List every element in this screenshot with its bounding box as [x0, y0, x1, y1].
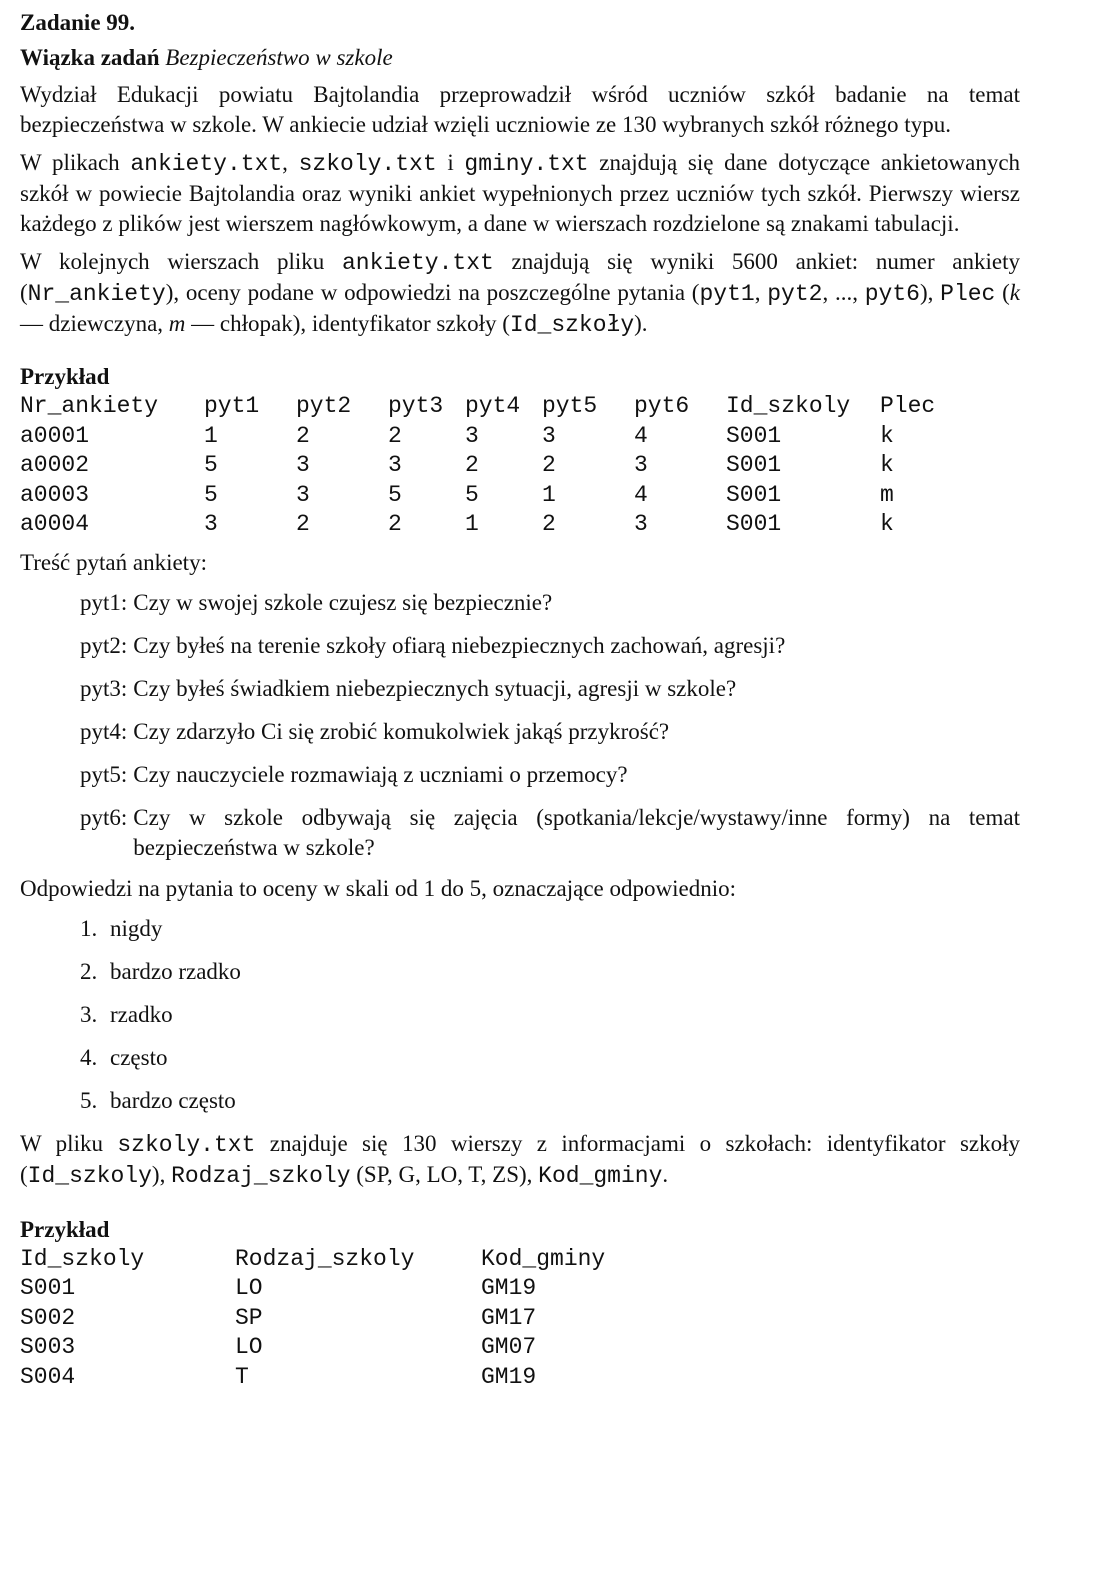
table-cell: 3 — [634, 511, 648, 537]
table-cell: 2 — [542, 511, 556, 537]
question-text: Czy w swojej szkole czujesz się bezpiecznie? — [133, 589, 553, 615]
document-page — [20, 8, 1020, 1392]
table-cell: k — [880, 422, 894, 449]
code-span: Nr_ankiety — [27, 281, 166, 307]
scale-label: nigdy — [110, 915, 163, 941]
table-cell: GM19 — [481, 1363, 537, 1390]
table-cell: 3 — [388, 452, 402, 478]
table-cell: LO — [235, 1275, 263, 1301]
table-cell: 2 — [542, 452, 556, 478]
question-id: pyt6: — [80, 804, 128, 830]
table-cell: 1 — [465, 511, 479, 537]
ankiety-example-table — [20, 392, 960, 540]
scale-list — [80, 914, 1020, 1116]
question-item — [80, 760, 1020, 790]
code-span: ankiety.txt — [341, 250, 494, 276]
table-cell: 2 — [296, 422, 310, 449]
code-span: pyt1 — [699, 281, 755, 307]
scale-item — [80, 1086, 1020, 1116]
code-span: Id_szkoly — [27, 1162, 152, 1189]
table-cell: S001 — [726, 481, 782, 508]
files-paragraph — [20, 148, 1020, 239]
text-span: ), — [919, 280, 941, 305]
table-header-row — [20, 1245, 641, 1275]
table-cell: 4 — [634, 422, 648, 449]
text-span: , ..., — [822, 280, 865, 305]
scale-label: często — [110, 1044, 168, 1070]
table-cell: 5 — [204, 481, 218, 508]
table-row — [20, 1363, 641, 1393]
question-id: pyt3: — [80, 675, 128, 701]
question-text: Czy byłeś na terenie szkoły ofiarą niebezpiecznych zachowań, agresji? — [133, 632, 786, 658]
text-span: znajduje się 130 wierszy z informacjami o szkołach: identyfikator szkoły ( — [20, 1130, 1020, 1187]
scale-item — [80, 957, 1020, 987]
code-span: Plec — [940, 281, 996, 307]
table-cell: GM17 — [481, 1304, 537, 1331]
table-cell: Kod_gminy — [481, 1245, 606, 1272]
question-text: Czy byłeś świadkiem niebezpiecznych sytuacji, agresji w szkole? — [133, 675, 737, 701]
table-cell: 3 — [296, 481, 310, 508]
table-cell: Nr_ankiety — [20, 393, 159, 419]
table-cell: S004 — [20, 1363, 76, 1390]
table-cell: 5 — [465, 481, 479, 508]
table-cell: k — [880, 511, 894, 537]
intro-paragraph: Wydział Edukacji powiatu Bajtolandia przeprowadził wśród uczniów szkół badanie na temat bezpieczeństwa w szkole. W ankiecie udział wzięli uczniowie ze 130 wybranych szkół różnego typu. — [20, 82, 1020, 137]
scale-item — [80, 914, 1020, 944]
question-id: pyt1: — [80, 589, 128, 615]
text-span: W pliku — [20, 1130, 118, 1156]
table-cell: SP — [235, 1304, 263, 1331]
table-cell: S002 — [20, 1304, 76, 1331]
text-span: W kolejnych wierszach pliku — [20, 249, 342, 274]
table-header-row — [20, 392, 960, 422]
text-span: ), oceny podane w odpowiedzi na poszczególne pytania ( — [165, 280, 700, 305]
question-text: Czy w szkole odbywają się zajęcia (spotkania/lekcje/wystawy/inne formy) na temat bezpieczeństwa w szkole? — [133, 804, 1020, 860]
table-cell: 2 — [465, 452, 479, 478]
table-cell: 3 — [296, 452, 310, 478]
table-cell: 3 — [634, 452, 648, 478]
table-cell: S003 — [20, 1334, 76, 1360]
table-cell: a0001 — [20, 422, 90, 449]
table-cell: pyt5 — [542, 393, 598, 419]
scale-intro: Odpowiedzi na pytania to oceny w skali od 1 do 5, oznaczające odpowiednio: — [20, 875, 736, 901]
filename-gminy: gminy.txt — [464, 151, 589, 177]
scale-label: rzadko — [110, 1001, 173, 1027]
table-cell: S001 — [726, 511, 782, 537]
ankiety-paragraph — [20, 247, 1020, 340]
scale-number: 3. — [80, 1001, 98, 1027]
question-id: pyt2: — [80, 632, 128, 658]
table-row — [20, 1274, 641, 1304]
questions-list — [80, 588, 1020, 863]
table-row — [20, 1304, 641, 1334]
bundle-title: Bezpieczeństwo w szkole — [165, 45, 393, 70]
question-item — [80, 588, 1020, 618]
table-cell: GM19 — [481, 1275, 537, 1301]
scale-label: bardzo często — [110, 1087, 236, 1113]
filename-ankiety: ankiety.txt — [130, 151, 283, 177]
table-cell: 2 — [296, 511, 310, 537]
table-cell: 5 — [388, 481, 402, 508]
text-span: , — [754, 280, 768, 305]
text-span: — chłopak), identyfikator szkoły ( — [185, 311, 510, 336]
scale-number: 4. — [80, 1044, 98, 1070]
table-cell: S001 — [20, 1275, 76, 1301]
table-cell: a0002 — [20, 452, 90, 478]
table-cell: S001 — [726, 422, 782, 449]
text-span: ( — [995, 280, 1010, 305]
question-item — [80, 674, 1020, 704]
text-span: W plikach — [20, 150, 131, 175]
table-cell: GM07 — [481, 1334, 537, 1360]
text-span: i — [436, 150, 465, 175]
szkoly-example-table — [20, 1245, 641, 1393]
table-cell: Id_szkoly — [20, 1245, 145, 1272]
table-cell: m — [880, 481, 894, 508]
italic-k: k — [1009, 280, 1021, 305]
question-text: Czy nauczyciele rozmawiają z uczniami o przemocy? — [133, 761, 628, 787]
code-span: pyt6 — [864, 281, 920, 307]
bundle-heading — [20, 42, 1020, 74]
question-text: Czy zdarzyło Ci się zrobić komukolwiek jakąś przykrość? — [133, 718, 670, 744]
scale-item — [80, 1043, 1020, 1073]
table-cell: 3 — [542, 422, 556, 449]
question-id: pyt5: — [80, 761, 128, 787]
table-row — [20, 481, 960, 511]
table-cell: 2 — [388, 511, 402, 537]
table-cell: Id_szkoly — [726, 393, 851, 419]
table-cell: 4 — [634, 481, 648, 508]
example-title: Przykład — [20, 1216, 110, 1242]
text-span: ), — [151, 1161, 172, 1187]
question-item — [80, 717, 1020, 747]
table-cell: Rodzaj_szkoly — [235, 1245, 415, 1272]
example-title: Przykład — [20, 364, 110, 389]
italic-m: m — [168, 311, 186, 336]
table-cell: 3 — [204, 511, 218, 537]
bundle-prefix: Wiązka zadań — [20, 45, 160, 70]
table-cell: 5 — [204, 452, 218, 478]
table-cell: a0004 — [20, 511, 90, 537]
table-cell: pyt2 — [296, 393, 352, 419]
table-cell: Plec — [880, 393, 936, 419]
text-span: ). — [634, 311, 648, 336]
question-item — [80, 803, 1020, 863]
table-row — [20, 451, 960, 481]
table-row — [20, 510, 960, 540]
text-span: . — [662, 1161, 669, 1187]
task-number: Zadanie 99. — [20, 10, 136, 35]
table-cell: 2 — [388, 422, 402, 449]
table-cell: T — [235, 1363, 249, 1390]
table-cell: pyt3 — [388, 393, 444, 419]
table-cell: pyt1 — [204, 393, 260, 419]
table-cell: a0003 — [20, 481, 90, 508]
table-cell: 3 — [465, 422, 479, 449]
table-cell: pyt4 — [465, 393, 521, 419]
scale-number: 5. — [80, 1087, 98, 1113]
question-id: pyt4: — [80, 718, 128, 744]
scale-label: bardzo rzadko — [110, 958, 241, 984]
code-span: Kod_gminy — [538, 1162, 663, 1189]
code-span: Rodzaj_szkoly — [171, 1162, 351, 1189]
table-cell: k — [880, 452, 894, 478]
scale-number: 1. — [80, 915, 98, 941]
scale-number: 2. — [80, 958, 98, 984]
table-cell: 1 — [542, 481, 556, 508]
table-cell: 1 — [204, 422, 218, 449]
question-item — [80, 631, 1020, 661]
questions-intro: Treść pytań ankiety: — [20, 549, 207, 575]
table-row — [20, 1333, 641, 1363]
table-cell: pyt6 — [634, 393, 690, 419]
table-cell: LO — [235, 1334, 263, 1360]
text-span: , — [282, 150, 299, 175]
text-span: znajdują się wyniki 5600 ankiet: numer ankiety ( — [20, 249, 1020, 305]
text-span: znajdują się dane dotyczące ankietowanych szkół w powiecie Bajtolandia oraz wyniki ankiet wypełnionych przez uczniów tych szkół. Pierwszy wiersz każdego z plików jest wierszem nagłówkowym, a dane w wierszach rozdzielone są znakami tabulacji. — [20, 150, 1021, 236]
filename-szkoly: szkoly.txt — [298, 151, 437, 177]
text-span: — dziewczyna, — [20, 311, 169, 336]
scale-item — [80, 1000, 1020, 1030]
filename-szkoly: szkoly.txt — [117, 1131, 256, 1158]
szkoly-paragraph — [20, 1129, 1020, 1191]
code-span: Id_szkoły — [509, 312, 635, 338]
code-span: pyt2 — [767, 281, 823, 307]
text-span: (SP, G, LO, T, ZS), — [350, 1161, 539, 1187]
table-row — [20, 422, 960, 452]
table-cell: S001 — [726, 452, 782, 478]
